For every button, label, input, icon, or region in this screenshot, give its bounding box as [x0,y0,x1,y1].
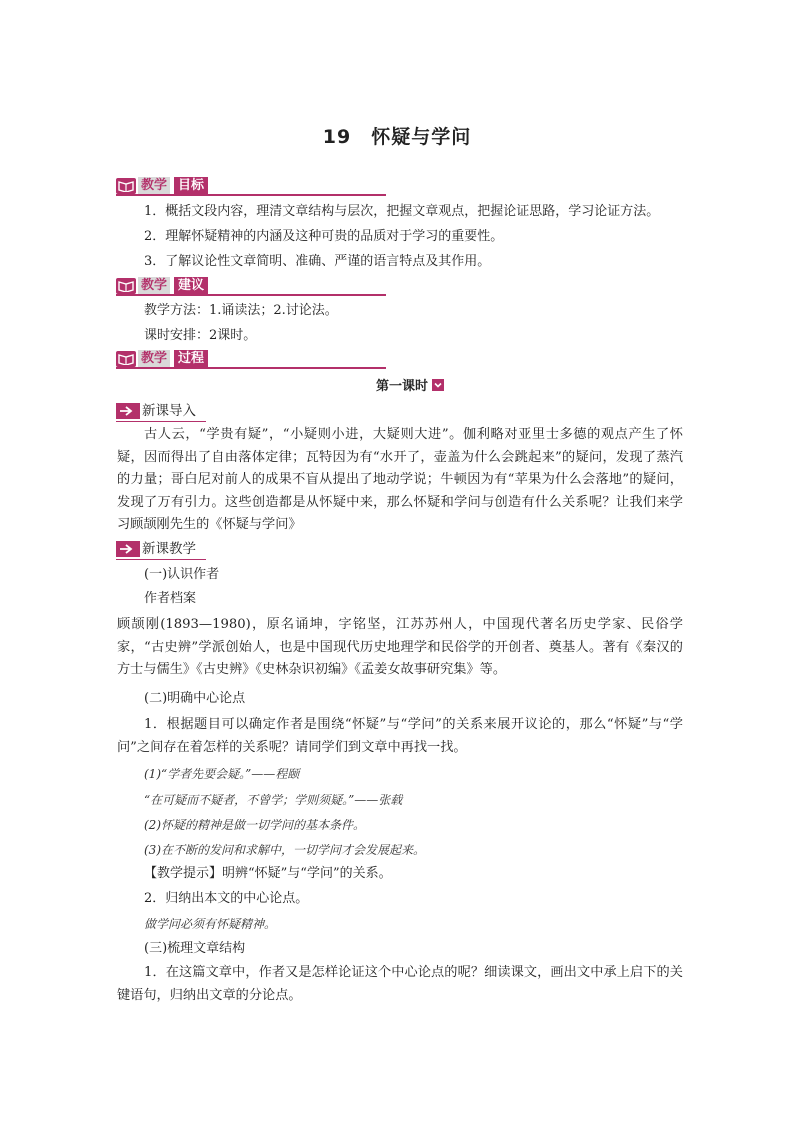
teaching-tip: 【教学提示】明辨“怀疑”与“学问”的关系。 [144,866,392,881]
section-label-part2: 建议 [174,277,208,295]
section-label-part1: 教学 [138,177,170,195]
subheading-label: 新课导入 [142,403,196,419]
answer-line-1: (1)“学者先要会疑。”——程颐 [144,767,300,781]
section-label-part1: 教学 [138,350,170,368]
lesson-heading [376,378,444,396]
intro-paragraph: 古人云，“学贵有疑”，“小疑则小进，大疑则大进”。伽利略对亚里士多德的观点产生了怀疑，因而得出了自由落体定律；瓦特因为有“水开了，壶盖为什么会跳起来”的疑问，发现了蒸汽的力量；哥白尼对前人的成果不盲从提出了地动学说；牛顿因为有“苹果为什么会落地”的疑问，发现了万有引力。这些创造都是从怀疑中来，那么怀疑和学问与创造有什么关系呢？让我们来学习顾颉刚先生的《怀疑与学问》 [117,427,683,532]
section-header-goals [116,176,386,196]
answer-line-3: (2)怀疑的精神是做一切学问的基本条件。 [144,818,365,832]
book-icon [116,278,136,294]
section-label-part2: 过程 [174,350,208,368]
goal-item-1: 1．概括文段内容，理清文章结构与层次，把握文章观点，把握论证思路，学习论证方法。 [144,204,660,219]
advice-schedule: 课时安排：2课时。 [144,328,257,343]
sub-section-structure: (三)梳理文章结构 [144,941,246,956]
subheading-underline [116,559,206,560]
sub-section-thesis: (二)明确中心论点 [144,691,246,706]
book-icon [116,351,136,367]
book-icon [116,178,136,194]
answer-line-2: “在可疑而不疑者，不曾学；学则须疑。”——张载 [144,793,403,807]
section-label-part1: 教学 [138,277,170,295]
author-paragraph: 顾颉刚(1893—1980)，原名诵坤，字铭坚，江苏苏州人，中国现代著名历史学家、民俗学家，“古史辨”学派创始人，也是中国现代历史地理学和民俗学的开创者、奠基人。著有《秦汉的方士与儒生》《古史辨》《史林杂识初编》《孟姜女故事研究集》等。 [117,617,683,677]
goal-item-3: 3．了解议论性文章简明、准确、严谨的语言特点及其作用。 [144,254,491,269]
answer-line-5: 做学问必须有怀疑精神。 [144,917,277,931]
question-1: 1．根据题目可以确定作者是围绕“怀疑”与“学问”的关系来展开议论的，那么“怀疑”与“学问”之间存在着怎样的关系呢？请同学们到文章中再找一找。 [117,717,683,755]
section-label-part2: 目标 [174,177,208,195]
subheading-intro [116,402,316,420]
arrow-right-icon [116,541,140,557]
subheading-underline [116,421,206,422]
section-header-advice [116,276,386,296]
section-rule [116,294,386,296]
section-header-process [116,349,386,369]
section-rule [116,367,386,369]
chevron-down-icon [432,379,444,391]
question-2: 2．归纳出本文的中心论点。 [144,891,309,906]
subheading-label: 新课教学 [142,541,196,557]
arrow-right-icon [116,403,140,419]
author-profile-label: 作者档案 [144,591,197,606]
sub-section-author: (一)认识作者 [144,567,220,582]
section-rule [116,194,386,196]
subheading-new-lesson [116,540,316,558]
question-3: 1．在这篇文章中，作者又是怎样论证这个中心论点的呢？细读课文，画出文中承上启下的关键语句，归纳出文章的分论点。 [117,965,683,1003]
advice-method: 教学方法：1.诵读法；2.讨论法。 [144,303,338,318]
goal-item-2: 2．理解怀疑精神的内涵及这种可贵的品质对于学习的重要性。 [144,229,504,244]
answer-line-4: (3)在不断的发问和求解中，一切学问才会发展起来。 [144,843,426,857]
page-title: 19 怀疑与学问 [322,126,472,148]
lesson-heading-text: 第一课时 [376,379,429,394]
